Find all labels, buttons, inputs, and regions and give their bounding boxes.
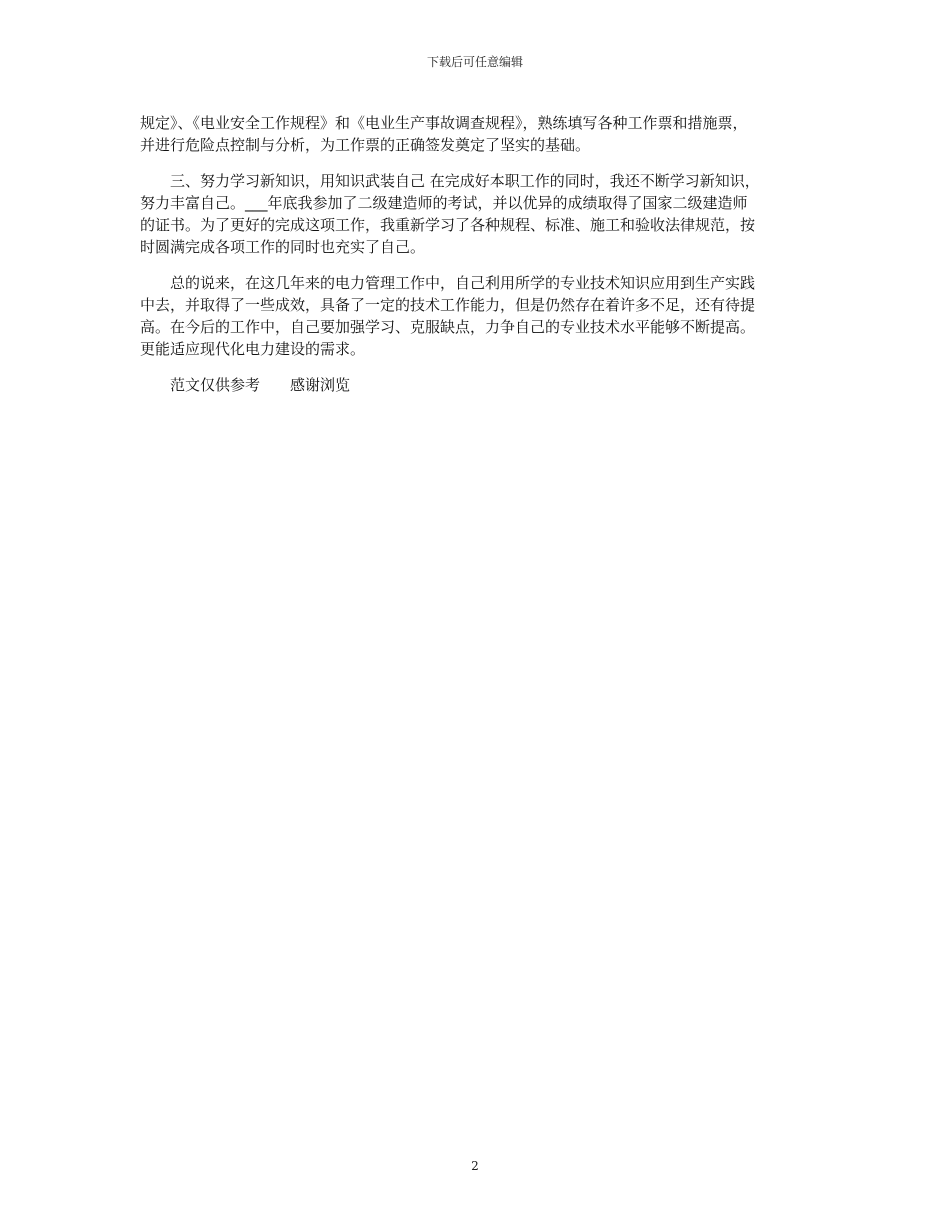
closing-right: 感谢浏览	[290, 376, 351, 394]
paragraph	[140, 272, 816, 360]
text-line: 高。在今后的工作中，自己要加强学习、克服缺点，力争自己的专业技术水平能够不断提高。	[140, 318, 756, 336]
page-header: 下载后可任意编辑	[426, 55, 523, 69]
text-line: 规定》、《电业安全工作规程》和《电业生产事故调查规程》，熟练填写各种工作票和措施票，	[140, 114, 748, 132]
document-body	[140, 112, 816, 410]
text-line: 总的说来，在这几年来的电力管理工作中，自己利用所学的专业技术知识应用到生产实践	[170, 274, 756, 292]
text-line: 并进行危险点控制与分析，为工作票的正确签发奠定了坚实的基础。	[140, 136, 591, 154]
text-line: 更能适应现代化电力建设的需求。	[140, 340, 366, 358]
text-line: 三、努力学习新知识，用知识武装自己 在完成好本职工作的同时，我还不断学习新知识，	[170, 172, 760, 190]
text-line: 努力丰富自己。___年底我参加了二级建造师的考试，并以优异的成绩取得了国家二级建造师	[140, 194, 748, 212]
text-line: 的证书。为了更好的完成这项工作，我重新学习了各种规程、标准、施工和验收法律规范，按	[140, 216, 756, 234]
closing-note	[140, 374, 816, 396]
closing-left: 范文仅供参考	[170, 376, 261, 394]
text-line: 时圆满完成各项工作的同时也充实了自己。	[140, 238, 426, 256]
paragraph	[140, 112, 816, 156]
text-line: 中去，并取得了一些成效，具备了一定的技术工作能力，但是仍然存在着许多不足，还有待提	[140, 296, 756, 314]
paragraph	[140, 170, 816, 258]
page-number: 2	[471, 1159, 479, 1173]
